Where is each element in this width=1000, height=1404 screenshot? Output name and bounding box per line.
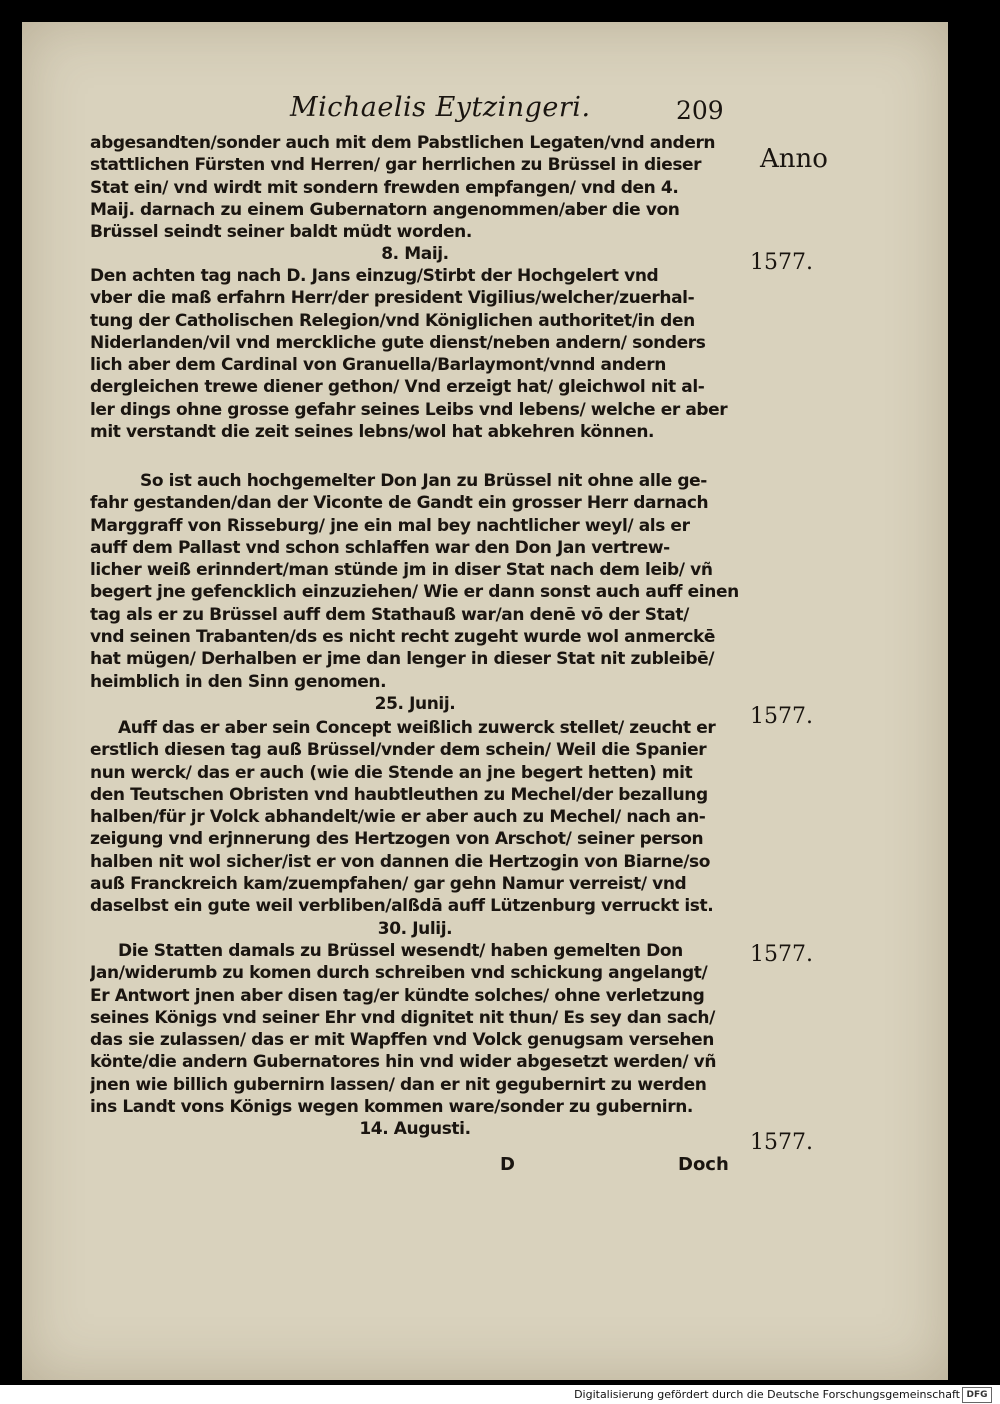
text-line: nun werck/ das er auch (wie die Stende an jne begert hetten) mit (90, 762, 693, 783)
text-line: heimblich in den Sinn genomen. (90, 671, 387, 692)
text-line: dergleichen trewe diener gethon/ Vnd erzeigt hat/ gleichwol nit al- (90, 377, 705, 398)
text-line: erstlich diesen tag auß Brüssel/vnder dem schein/ Weil die Spanier (90, 740, 707, 761)
dfg-logo-icon: DFG (962, 1387, 992, 1403)
text-line: auß Franckreich kam/zuempfahen/ gar gehn Namur verreist/ vnd (90, 874, 687, 895)
text-line: Marggraff von Risseburg/ jne ein mal bey nachtlicher weyl/ als er (90, 515, 690, 536)
text-line: Maij. darnach zu einem Gubernatorn angenommen/aber die von (90, 199, 680, 220)
text-line: abgesandten/sonder auch mit dem Pabstlichen Legaten/vnd andern (90, 133, 716, 153)
text-line: Die Statten damals zu Brüssel wesendt/ haben gemelten Don (118, 941, 683, 961)
text-line: daselbst ein gute weil verbliben/alßdā auff Lützenburg verruckt ist. (90, 896, 714, 917)
margin-year: 1577. (750, 942, 813, 967)
text-line: lich aber dem Cardinal von Granuella/Barlaymont/vnnd andern (90, 355, 666, 376)
paragraph-2 (90, 265, 740, 443)
text-line: tag als er zu Brüssel auff dem Stathauß war/an denē vō der Stat/ (90, 604, 689, 625)
text-line: Niderlanden/vil vnd merckliche gute dienst/neben andern/ sonders (90, 332, 706, 353)
text-line: hat mügen/ Derhalben er jme dan lenger in dieser Stat nit zubleibē/ (90, 649, 715, 670)
text-line: ins Landt vons Königs wegen kommen ware/sonder zu gubernirn. (90, 1097, 693, 1118)
paragraph-1 (90, 132, 740, 266)
text-line: vnd seinen Trabanten/ds es nicht recht zugeht wurde wol anmerckē (90, 627, 716, 648)
date-heading: 8. Maij. (381, 244, 449, 265)
text-line: tung der Catholischen Relegion/vnd Königlichen authoritet/in den (90, 310, 695, 331)
catchword: Doch (678, 1154, 729, 1175)
text-line: halben nit wol sicher/ist er von dannen die Hertzogin von Biarne/so (90, 851, 711, 872)
text-line: zeigung vnd erjnnerung des Hertzogen von Arschot/ seiner person (90, 829, 704, 850)
text-line: vber die maß erfahrn Herr/der president Vigilius/welcher/zuerhal- (90, 288, 695, 309)
text-line: Auff das er aber sein Concept weißlich zuwerck stellet/ zeucht er (118, 718, 716, 738)
paragraph-3 (90, 470, 740, 715)
text-line: Den achten tag nach D. Jans einzug/Stirbt der Hochgelert vnd (90, 266, 659, 286)
text-line: halben/für jr Volck abhandelt/wie er aber auch zu Mechel/ nach an- (90, 807, 706, 828)
margin-year: 1577. (750, 250, 813, 275)
running-title: Michaelis Eytzingeri. (290, 92, 591, 123)
text-line: mit verstandt die zeit seines lebns/wol hat abkehren können. (90, 422, 655, 443)
text-line: ler dings ohne grosse gefahr seines Leibs vnd lebens/ welche er aber (90, 399, 728, 420)
text-line: das sie zulassen/ das er mit Wapffen vnd Volck genugsam versehen (90, 1030, 714, 1051)
text-line: licher weiß erinndert/man stünde jm in diser Stat nach dem leib/ vñ (90, 560, 713, 581)
date-heading: 14. Augusti. (359, 1119, 471, 1140)
text-line: begert jne gefencklich einzuziehen/ Wie er dann sonst auch auff einen (90, 582, 739, 603)
margin-year: 1577. (750, 704, 813, 729)
text-line: So ist auch hochgemelter Don Jan zu Brüssel nit ohne alle ge- (140, 471, 707, 491)
text-line: jnen wie billich gubernirn lassen/ dan er nit gegubernirt zu werden (90, 1074, 707, 1095)
text-line: Jan/widerumb zu komen durch schreiben vnd schickung angelangt/ (90, 963, 708, 984)
text-line: könte/die andern Gubernatores hin vnd wider abgesetzt werden/ vñ (90, 1052, 717, 1073)
text-line: Brüssel seindt seiner baldt müdt worden. (90, 222, 472, 243)
date-heading: 30. Julij. (377, 918, 453, 939)
paragraph-5 (90, 940, 740, 1141)
page-number: 209 (676, 96, 724, 125)
text-line: auff dem Pallast vnd schon schlaffen war den Don Jan vertrew- (90, 537, 670, 558)
footer-credit: Digitalisierung gefördert durch die Deutsche Forschungsgemeinschaft (574, 1388, 960, 1401)
signature-mark: D (500, 1154, 515, 1175)
margin-year: 1577. (750, 1130, 813, 1155)
margin-anno: Anno (760, 144, 828, 174)
text-line: den Teutschen Obristen vnd haubtleuthen zu Mechel/der bezallung (90, 784, 708, 805)
text-line: stattlichen Fürsten vnd Herren/ gar herrlichen zu Brüssel in dieser (90, 155, 702, 176)
date-heading: 25. Junij. (374, 693, 456, 714)
text-line: Stat ein/ vnd wirdt mit sondern frewden empfangen/ vnd den 4. (90, 177, 679, 198)
paragraph-4 (90, 717, 740, 940)
text-line: fahr gestanden/dan der Viconte de Gandt ein grosser Herr darnach (90, 493, 709, 514)
text-line: seines Königs vnd seiner Ehr vnd dignitet nit thun/ Es sey dan sach/ (90, 1007, 715, 1028)
text-line: Er Antwort jnen aber disen tag/er kündte solches/ ohne verletzung (90, 985, 705, 1006)
